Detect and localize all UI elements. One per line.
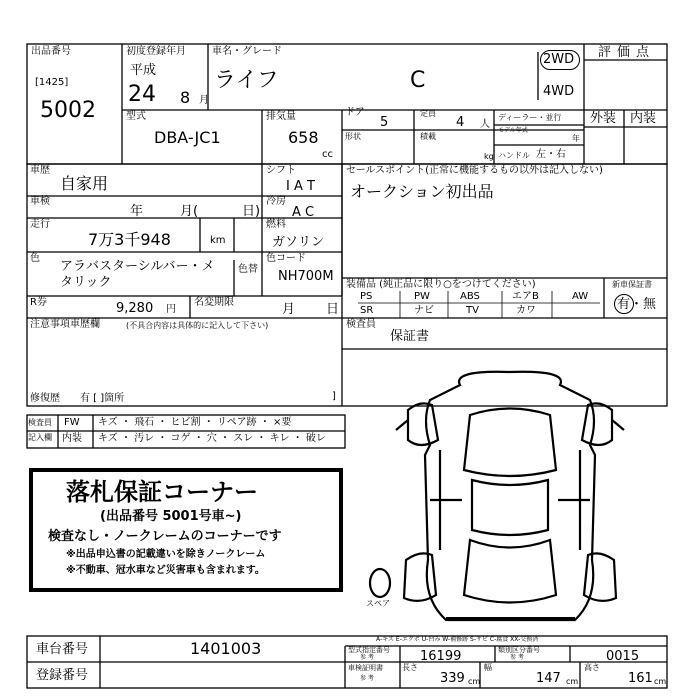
- capacity-label: 定員: [420, 109, 436, 118]
- mileage-label: 走行: [30, 219, 50, 230]
- banner-sub: (出品番号 5001号車~): [100, 509, 242, 524]
- door-value: 5: [380, 115, 389, 130]
- name-change-month: 月: [282, 302, 296, 317]
- shift-label: シフト: [266, 165, 296, 176]
- body-shape-label: 形状: [345, 132, 361, 141]
- inspection-year: 年: [130, 204, 144, 219]
- drive-4wd: 4WD: [543, 84, 575, 99]
- first-reg-year: 24: [128, 82, 156, 107]
- equip-leather: カワ: [516, 305, 536, 316]
- length-label: 長さ: [402, 663, 418, 672]
- chassis-label: 車台番号: [36, 642, 89, 657]
- displacement-unit: cc: [322, 149, 333, 160]
- handle-label: ハンドル: [498, 151, 530, 160]
- checker-label-1: 検査員: [28, 418, 52, 427]
- inspector-label: 検査員: [346, 319, 376, 330]
- equip-tv: TV: [466, 305, 479, 316]
- banner-line1: 検査なし・ノークレームのコーナーです: [48, 529, 282, 544]
- first-reg-label: 初度登録年月: [126, 46, 186, 57]
- equip-airbag: エアB: [512, 291, 539, 302]
- model-year-label: モデル年式: [498, 127, 528, 134]
- checker-fw-label: FW: [64, 417, 80, 428]
- sales-point-value: オークション初出品: [350, 182, 494, 201]
- drive-2wd: 2WD: [543, 52, 575, 67]
- eval-label: 評価点: [598, 45, 656, 60]
- warranty-value: 有・無: [617, 297, 657, 312]
- width-label: 幅: [484, 663, 492, 672]
- model-value: DBA-JC1: [154, 128, 221, 147]
- history-value: 自家用: [60, 174, 109, 193]
- equip-aw: AW: [572, 291, 589, 302]
- ac-label: 冷房: [266, 196, 286, 207]
- repair-label: 修復歴: [30, 393, 60, 404]
- tax-label: R券: [30, 297, 47, 308]
- tax-unit: 円: [166, 304, 176, 315]
- fuel-value: ガソリン: [272, 235, 325, 250]
- mileage-unit: km: [210, 235, 226, 246]
- cert-label: 車検証明書: [348, 664, 383, 672]
- fuel-label: 燃料: [266, 219, 286, 230]
- sales-point-label: セールスポイント(正常に機能するもの以外は記入しない): [346, 165, 603, 176]
- damage-legend: A-キズ E-エクボ U-凹み W-補修跡 S-サビ C-腐食 XX-交換済: [376, 636, 539, 643]
- length-unit: cm: [468, 677, 481, 686]
- lot-label: 出品番号: [31, 46, 71, 57]
- checker-int-text: キズ ・ 汚レ ・ コゲ ・ 穴 ・ スレ ・ キレ ・ 破レ: [98, 433, 326, 444]
- car-name: ライフ: [214, 68, 279, 93]
- width-value: 147: [536, 671, 561, 686]
- height-label: 高さ: [584, 663, 600, 672]
- history-label: 車歴: [30, 165, 50, 176]
- load-label: 積載: [420, 132, 436, 141]
- load-unit: kg: [484, 152, 494, 161]
- lot-sub-number: [1425]: [35, 77, 69, 88]
- car-damage-diagram: [370, 372, 624, 620]
- equip-ps: PS: [360, 291, 373, 302]
- equip-navi: ナビ: [414, 305, 434, 316]
- checker-int-label: 内装: [62, 433, 82, 444]
- name-change-label: 名変期限: [194, 297, 234, 308]
- color-label: 色: [30, 253, 40, 264]
- tax-value: 9,280: [116, 301, 154, 316]
- height-unit: cm: [654, 677, 667, 686]
- model-label: 型式: [126, 111, 146, 122]
- category-value: 0015: [606, 649, 640, 664]
- car-name-label: 車名・グレード: [212, 46, 282, 57]
- repair-value: 有 [ ]箇所: [80, 393, 125, 404]
- equip-abs: ABS: [460, 291, 480, 302]
- first-reg-month: 8: [180, 88, 191, 107]
- car-grade: C: [410, 68, 426, 93]
- category-sub: 参 考: [510, 654, 524, 661]
- name-change-day: 日: [326, 302, 340, 317]
- spare-label: スペア: [366, 599, 390, 608]
- warranty-label: 新車保証書: [612, 280, 652, 289]
- color-code-value: NH700M: [278, 269, 334, 284]
- displacement-label: 排気量: [266, 111, 296, 122]
- notes-label: 注意事項車歴欄: [30, 319, 100, 330]
- handle-value: 左・右: [536, 149, 566, 160]
- chassis-value: 1401003: [190, 639, 262, 658]
- banner-note1: ※出品申込書の記載違いを除きノークレーム: [66, 549, 266, 560]
- exterior-label: 外装: [590, 111, 617, 126]
- category-label: 類別区分番号: [498, 646, 540, 654]
- checker-label-2: 記入欄: [28, 433, 52, 442]
- model-year-unit: 年: [572, 134, 580, 143]
- notes-hint: (不具合内容は具体的に記入して下さい): [126, 321, 269, 330]
- inspection-label: 車検: [30, 196, 50, 207]
- type-designation-label: 型式指定番号: [348, 646, 390, 654]
- width-unit: cm: [566, 677, 579, 686]
- cert-sub: 参 考: [360, 675, 374, 682]
- type-designation-value: 16199: [420, 649, 462, 664]
- type-designation-sub: 参 考: [360, 654, 374, 661]
- dealer-label: ディーラー・並行: [498, 113, 562, 122]
- color-code-label: 色コード: [266, 253, 306, 264]
- mileage-value: 7万3千948: [88, 230, 171, 249]
- color-value-line1: アラバスターシルバー・メ: [60, 259, 215, 274]
- height-value: 161: [628, 671, 653, 686]
- length-value: 339: [440, 671, 465, 686]
- inspection-month: 月(: [180, 204, 199, 219]
- equip-sr: SR: [360, 305, 374, 316]
- shift-value: I A T: [286, 179, 315, 194]
- warranty-book: 保証書: [390, 329, 430, 344]
- inspection-day: 日): [242, 204, 261, 219]
- banner-note2: ※不動車、冠水車など災害車も含まれます。: [66, 565, 265, 576]
- displacement-value: 658: [288, 128, 319, 147]
- color-value-line2: タリック: [60, 275, 112, 290]
- interior-label: 内装: [630, 111, 657, 126]
- first-reg-era: 平成: [130, 63, 157, 78]
- capacity-unit: 人: [480, 119, 490, 130]
- first-reg-month-unit: 月: [199, 95, 209, 106]
- banner-title: 落札保証コーナー: [66, 478, 258, 506]
- color-change-label: 色替: [238, 264, 258, 275]
- ac-value: A C: [292, 205, 315, 220]
- lot-number: 5002: [40, 98, 96, 123]
- repair-bracket: ]: [332, 391, 336, 402]
- capacity-value: 4: [456, 115, 465, 130]
- equipment-label: 装備品 (純正品に限り○をつけてください): [346, 279, 536, 290]
- equip-pw: PW: [414, 291, 430, 302]
- door-label: ドア: [345, 107, 365, 118]
- checker-fw-text: キズ ・ 飛石 ・ ヒビ割 ・ リペア跡 ・ ×要: [98, 417, 292, 428]
- registration-label: 登録番号: [36, 668, 89, 683]
